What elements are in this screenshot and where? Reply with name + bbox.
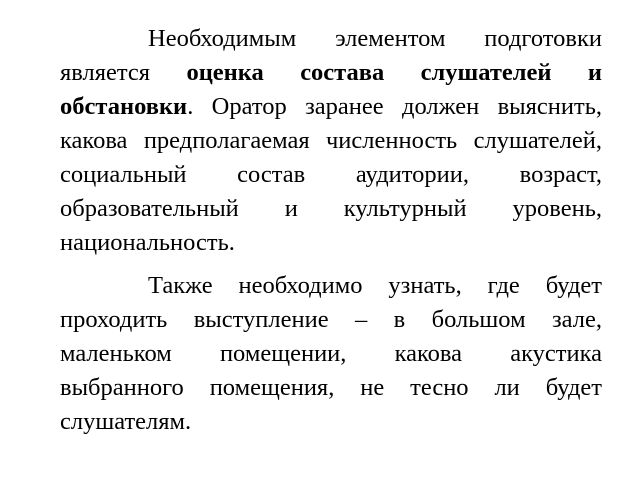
- paragraph-preparation: [60, 22, 602, 260]
- paragraph-1-bold-phrase: оценка состава слушателей и обстановки: [60, 59, 602, 120]
- paragraph-venue: [60, 269, 602, 439]
- paragraph-1-lead: Необходимым элементом подготовки является: [60, 25, 602, 86]
- paragraph-1-rest: . Оратор заранее должен выяснить, какова предполагаемая численность слушателей, социальный состав аудитории, возраст, образовательный и культурный уровень, национальность.: [60, 93, 602, 256]
- paragraph-2-text: Также необходимо узнать, где будет проходить выступление – в большом зале, маленьком помещении, какова акустика выбранного помещения, не тесно ли будет слушателям.: [60, 272, 602, 435]
